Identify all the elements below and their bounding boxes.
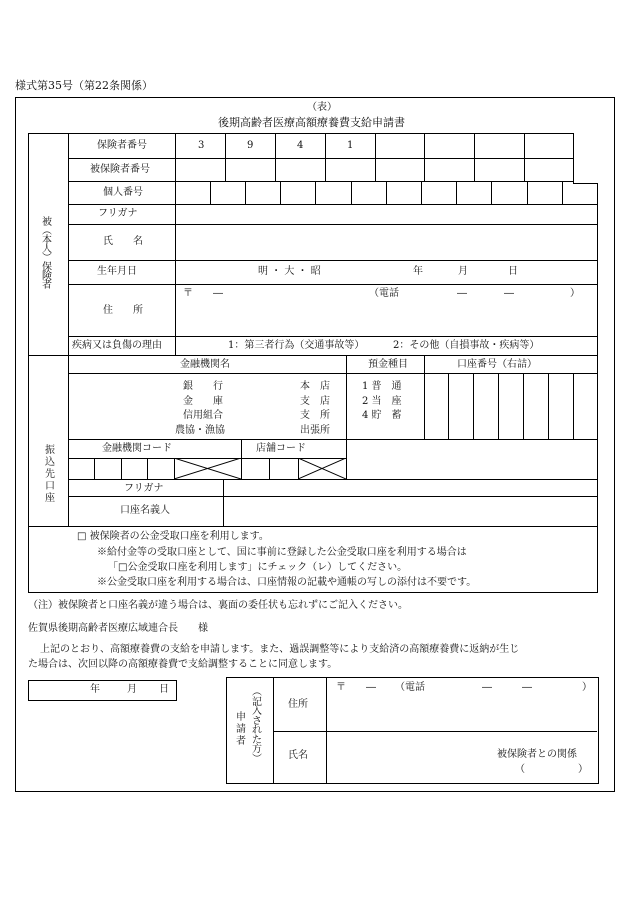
deposit-col-left: [346, 355, 347, 439]
applicant-address-label: 住所: [288, 699, 308, 710]
addressee: 佐賀県後期高齢者医療広域連合長 様: [28, 623, 208, 634]
cause-option-2: 2：その他（自損事故・疾病等）: [393, 340, 540, 351]
footer-note: （注）被保険者と口座名義が違う場合は、裏面の委任状も忘れずにご記入ください。: [28, 600, 408, 611]
deposit-type-header: 預金種目: [368, 359, 408, 370]
applicant-label-col1: ︵ 記 入 さ れ た 方 ︶: [252, 687, 262, 765]
insurer-digit: 1: [347, 140, 354, 151]
deposit-types: 1 普 通 2 当 座 4 貯 蓄: [362, 381, 402, 421]
account-number-header: 口座番号（右詰）: [457, 359, 537, 370]
holder-divider: [223, 479, 224, 526]
account-holder-label: 口座名義人: [120, 505, 170, 516]
section-divider: [28, 355, 598, 356]
applicant-name-label: 氏名: [288, 750, 308, 761]
relation-open: （: [515, 764, 525, 775]
pn-sep: [280, 181, 281, 204]
relation-label: 被保険者との関係: [497, 749, 577, 760]
birthdate-era: 明 ・ 大 ・ 昭: [258, 266, 321, 277]
acct-sep: [498, 373, 499, 439]
pn-sep: [351, 181, 352, 204]
note-1: ※給付金等の受取口座として、国に事前に登録した公金受取口座を利用する場合は: [97, 547, 467, 558]
row-line-4: [68, 224, 597, 225]
pn-sep: [315, 181, 316, 204]
branch-code-label: 店舗コード: [256, 443, 306, 454]
row-line-2: [68, 181, 574, 182]
date-year: 年: [90, 684, 100, 695]
address-label: 住 所: [103, 305, 143, 316]
applicant-phone-label: （電話: [395, 682, 425, 693]
digit-sep: [275, 158, 276, 181]
pn-sep: [386, 181, 387, 204]
statement-line-2: た場合は、次回以降の高額療養費で支給調整することに同意します。: [28, 659, 338, 670]
code-divider: [241, 439, 242, 479]
row-line-7: [68, 336, 597, 337]
digit-sep: [474, 133, 475, 158]
pn-sep: [421, 181, 422, 204]
inner-step: [573, 183, 598, 184]
pn-sep: [210, 181, 211, 204]
applicant-phone-close: ）: [582, 682, 592, 693]
insured-number-label: 被保険者番号: [90, 164, 150, 175]
digit-sep: [225, 158, 226, 181]
insurer-number-label: 保険者番号: [97, 140, 147, 151]
bank-code-label: 金融機関コード: [102, 443, 172, 454]
digit-sep: [275, 133, 276, 158]
holder-furigana-label: フリガナ: [124, 483, 164, 494]
digit-sep: [424, 133, 425, 158]
pn-sep: [456, 181, 457, 204]
insured-box-top: [28, 133, 574, 134]
inner-bottom: [28, 592, 598, 593]
row-line-1: [68, 158, 574, 159]
digit-sep: [424, 158, 425, 181]
insurer-digit: 3: [198, 140, 205, 151]
applicant-field-divider: [326, 677, 327, 783]
digit-sep: [375, 158, 376, 181]
pn-sep: [527, 181, 528, 204]
digit-sep: [375, 133, 376, 158]
insured-section-label: 被 ︵ 本 人 ︶ 保 険 者: [42, 217, 52, 291]
holder-line: [68, 496, 597, 497]
digit-sep: [225, 133, 226, 158]
acct-sep: [573, 373, 574, 439]
insurer-digit: 4: [297, 140, 304, 151]
bank-header-line: [68, 373, 597, 374]
applicant-label-col2: 申 請 者: [236, 712, 246, 747]
transfer-section-label: 振 込 先 口 座: [45, 445, 55, 504]
code-box-sep: [147, 458, 148, 479]
inner-right: [597, 183, 598, 593]
phone-close: ）: [570, 288, 580, 299]
phone-label: （電話: [369, 288, 399, 299]
bank-types: 銀 行 金 庫 信用組合 農協・漁協: [175, 381, 225, 436]
code-box-sep: [269, 458, 270, 479]
digit-sep: [474, 158, 475, 181]
date-month: 月: [127, 684, 137, 695]
cross-out-box: [174, 458, 241, 479]
acct-sep: [548, 373, 549, 439]
inner-left: [28, 133, 29, 543]
digit-sep: [524, 133, 525, 158]
applicant-phone-sep: ―: [482, 682, 492, 693]
form-title: 後期高齢者医療高額療養費支給申請書: [218, 116, 405, 129]
furigana-label: フリガナ: [98, 208, 138, 219]
applicant-row-divider: [273, 731, 597, 732]
bank-name-header: 金融機関名: [180, 359, 230, 370]
acct-sep: [448, 373, 449, 439]
furigana-line: [68, 479, 597, 480]
digit-sep: [524, 158, 525, 181]
digit-sep: [325, 133, 326, 158]
cause-option-1: 1：第三者行為（交通事故等）: [228, 340, 365, 351]
frame-top: [15, 97, 615, 98]
postal-mark: 〒 ―: [183, 288, 223, 299]
statement-line-1: 上記のとおり、高額療養費の支給を申請します。また、過誤調整等により支給済の高額療養費に返納が生じ: [40, 644, 520, 655]
code-divider: [346, 439, 347, 479]
frame-right: [614, 97, 615, 792]
code-box-sep: [94, 458, 95, 479]
birth-day: 日: [508, 266, 518, 277]
phone-sep: ―: [504, 288, 514, 299]
transfer-bottom-line: [28, 526, 598, 527]
branch-types: 本 店 支 店 支 所 出張所: [300, 381, 330, 436]
applicant-label-divider: [273, 677, 274, 783]
birth-year: 年: [413, 266, 423, 277]
pn-sep: [562, 181, 563, 204]
digit-sep: [325, 158, 326, 181]
date-day: 日: [159, 684, 169, 695]
code-line-top: [68, 439, 597, 440]
form-number: 様式第35号（第22条関係）: [15, 79, 153, 92]
applicant-postal-mark: 〒 ―: [336, 682, 376, 693]
front-label: （表）: [307, 102, 337, 113]
row-line-3: [68, 204, 597, 205]
public-account-checkbox[interactable]: □ 被保険者の公金受取口座を利用します。: [77, 531, 269, 542]
row-line-5: [68, 260, 597, 261]
cause-label: 疾病又は負傷の理由: [72, 340, 162, 351]
relation-close: ）: [578, 764, 588, 775]
applicant-phone-sep: ―: [522, 682, 532, 693]
insurer-digit: 9: [247, 140, 254, 151]
name-label: 氏 名: [103, 236, 143, 247]
acct-sep: [523, 373, 524, 439]
acct-sep: [473, 373, 474, 439]
pn-sep: [491, 181, 492, 204]
frame-left: [15, 97, 16, 792]
deposit-col-right: [424, 355, 425, 439]
date-box[interactable]: [28, 680, 177, 701]
pn-sep: [245, 181, 246, 204]
label-col-divider: [68, 133, 69, 526]
phone-sep: ―: [457, 288, 467, 299]
frame-bottom: [15, 791, 615, 792]
personal-number-label: 個人番号: [103, 187, 143, 198]
birthdate-label: 生年月日: [97, 266, 137, 277]
cross-out-box: [298, 458, 346, 479]
code-box-sep: [121, 458, 122, 479]
field-col-divider: [175, 133, 176, 355]
row-line-6: [68, 284, 597, 285]
note-2: 「□公金受取口座を利用します」にチェック（レ）してください。: [108, 562, 408, 573]
birth-month: 月: [458, 266, 468, 277]
note-3: ※公金受取口座を利用する場合は、口座情報の記載や通帳の写しの添付は不要です。: [97, 577, 477, 588]
inner-left-low: [28, 543, 29, 593]
